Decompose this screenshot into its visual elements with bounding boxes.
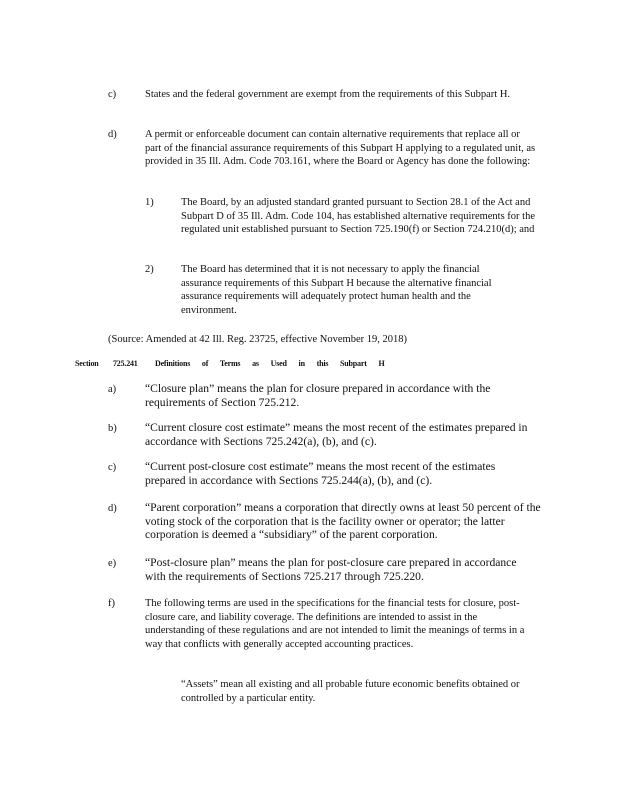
definition-label-d: d) [108,503,117,514]
section-title: Definitions of Terms as Used in this Subpart H [155,359,385,368]
section-label: Section [75,359,99,368]
definition-label-f: f) [108,598,115,609]
definition-label-a: a) [108,384,117,395]
item-label-d: d) [108,129,117,140]
item-text-d: A permit or enforceable document can contain alternative requirements that replace all or part of the financial assurance requirements of this Subpart H applying to a regulated unit, as provided in 35 Ill. Adm. Code 703.161, where the Board or Agency has done the following: [145,129,536,168]
definition-text-f: The following terms are used in the specifications for the financial tests for closure, post-closure care, and liability coverage. The definitions are intended to assist in the understanding of these regulations and are not intended to limit the meanings of terms in a way that conflicts with generally accepted accounting practices. [145,598,525,650]
definition-label-e: e) [108,558,117,569]
item-label-c: c) [108,89,117,100]
sub-item-text-1: The Board, by an adjusted standard granted pursuant to Section 28.1 of the Act and Subpart D of 35 Ill. Adm. Code 104, has established alternative requirements for the regulated unit established pursuant to Section 725.190(f) or Section 724.210(d); and [181,197,536,236]
definition-text-c: “Current post-closure cost estimate” means the most recent of the estimates prepared in accordance with Sections 725.244(a), (b), and (c). [145,460,496,487]
sub-item-text-2: The Board has determined that it is not necessary to apply the financial assurance requirements of this Subpart H because the alternative financial assurance requirements will adequately protect human health and the environment. [181,264,492,316]
definition-label-c: c) [108,462,117,473]
definition-text-b: “Current closure cost estimate” means the most recent of the estimates prepared in accordance with Sections 725.242(a), (b), and (c). [145,421,528,448]
definition-text-a: “Closure plan” means the plan for closure prepared in accordance with the requirements of Section 725.212. [145,382,491,409]
section-number: 725.241 [113,359,138,368]
assets-definition: “Assets” mean all existing and all probable future economic benefits obtained or controlled by a particular entity. [181,679,520,704]
definition-label-b: b) [108,423,117,434]
item-text-c: States and the federal government are exempt from the requirements of this Subpart H. [145,89,511,100]
sub-item-label-1: 1) [145,197,154,208]
sub-item-label-2: 2) [145,264,154,275]
definition-text-d: “Parent corporation” means a corporation that directly owns at least 50 percent of the voting stock of the corporation that is the facility owner or operator; the latter corporation is deemed a “subsidiary” of the parent corporation. [145,501,541,542]
source-note: (Source: Amended at 42 Ill. Reg. 23725, effective November 19, 2018) [108,334,407,345]
definition-text-e: “Post-closure plan” means the plan for post-closure care prepared in accordance with the requirements of Sections 725.217 through 725.220. [145,556,517,583]
